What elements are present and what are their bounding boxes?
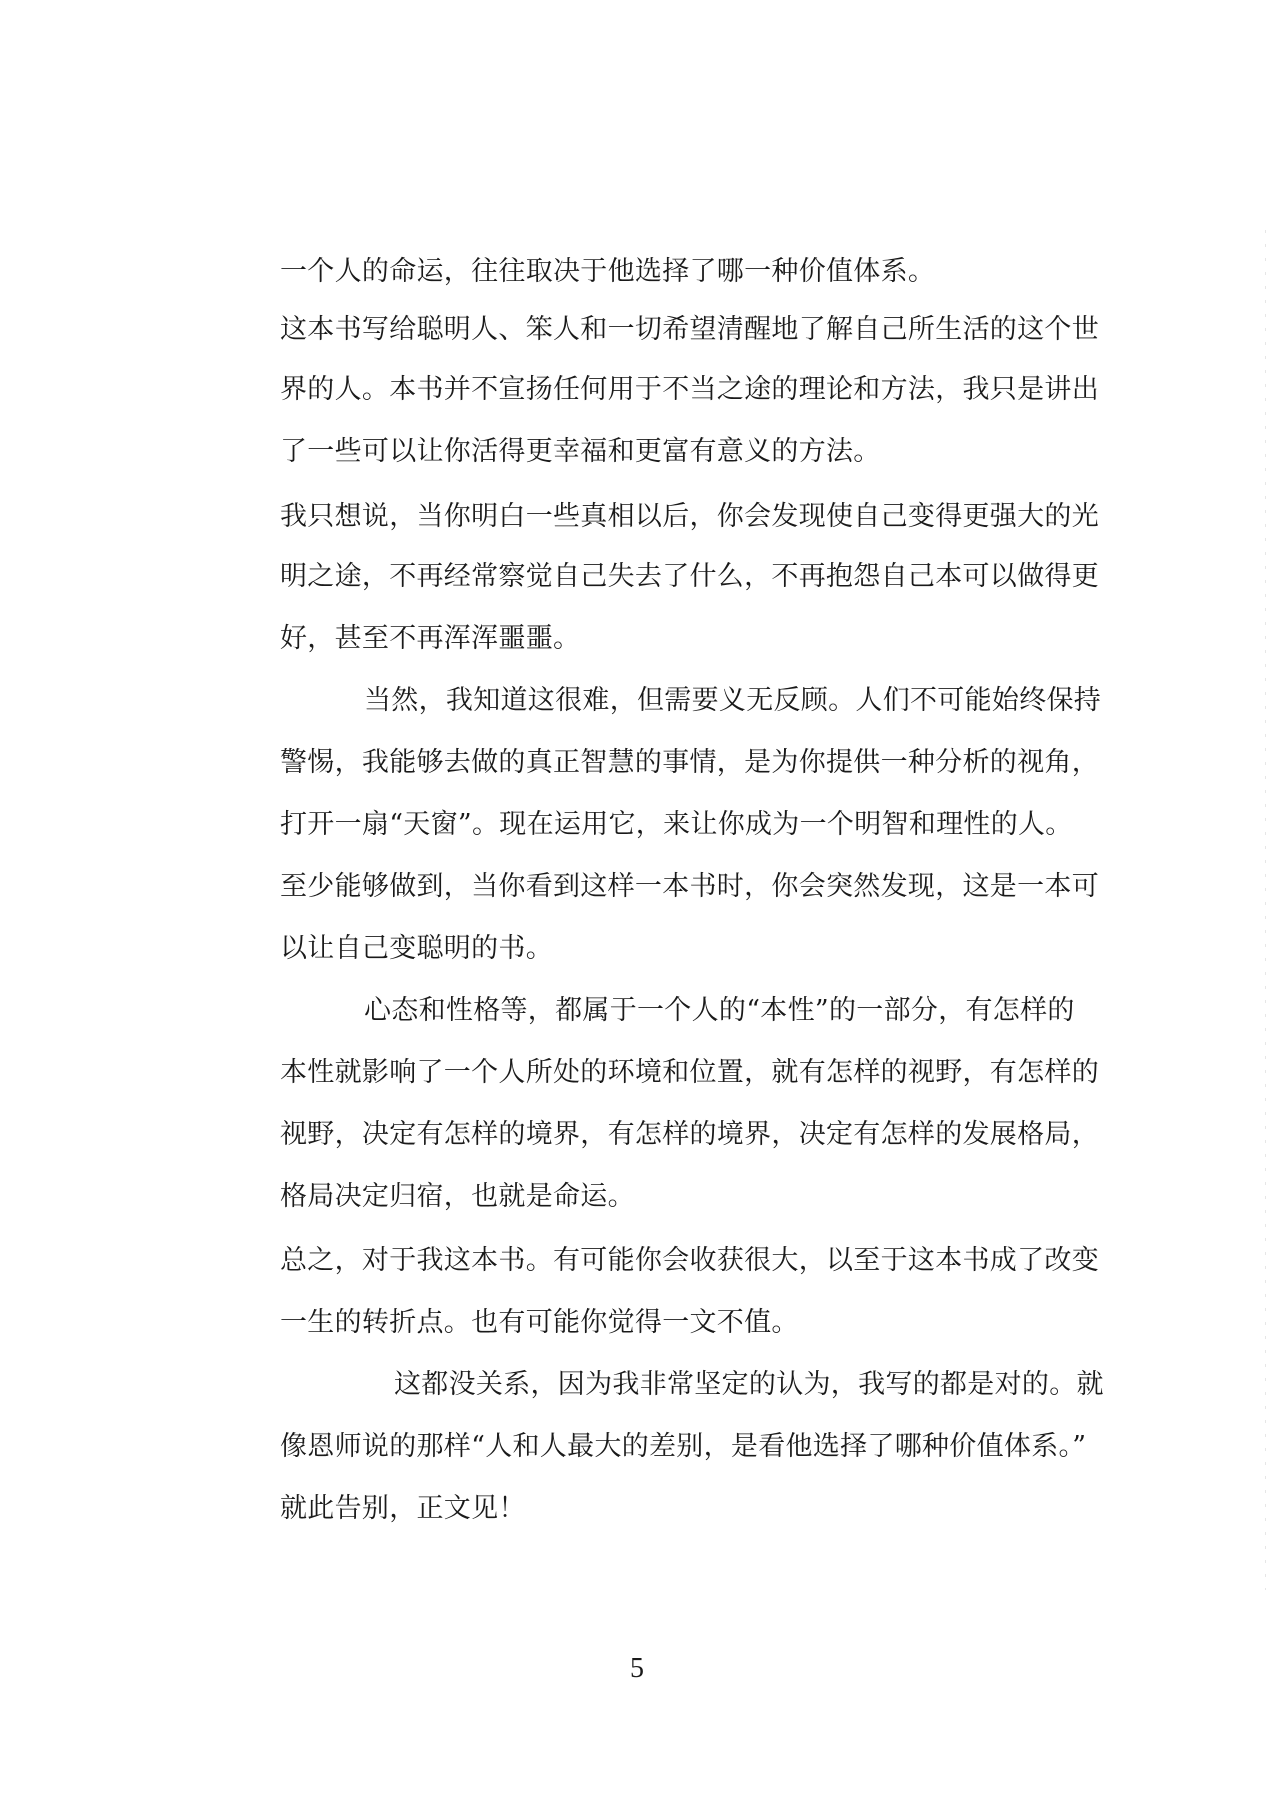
text-line-3: 界的人。本书并不宣扬任何用于不当之途的理论和方法，我只是讲出 — [280, 374, 1099, 405]
text-line-9: 警惕，我能够去做的真正智慧的事情，是为你提供一种分析的视角， — [280, 747, 1099, 778]
scan-edge-mark — [1265, 230, 1266, 1590]
text-line-17: 总之，对于我这本书。有可能你会收获很大，以至于这本书成了改变 — [280, 1245, 1099, 1276]
text-line-18: 一生的转折点。也有可能你觉得一文不值。 — [280, 1307, 799, 1338]
text-line-12: 以让自己变聪明的书。 — [280, 933, 553, 964]
text-line-7: 好，甚至不再浑浑噩噩。 — [280, 623, 581, 654]
text-line-14: 本性就影响了一个人所处的环境和位置，就有怎样的视野，有怎样的 — [280, 1057, 1099, 1088]
text-line-19: 这都没关系，因为我非常坚定的认为，我写的都是对的。就 — [394, 1369, 1104, 1400]
text-line-16: 格局决定归宿，也就是命运。 — [280, 1181, 635, 1212]
page-number: 5 — [630, 1653, 644, 1684]
text-line-4: 了一些可以让你活得更幸福和更富有意义的方法。 — [280, 436, 881, 467]
text-line-20: 像恩师说的那样“人和人最大的差别，是看他选择了哪种价值体系。” — [280, 1431, 1087, 1462]
text-line-11: 至少能够做到，当你看到这样一本书时，你会突然发现，这是一本可 — [280, 871, 1099, 902]
text-line-5: 我只想说，当你明白一些真相以后，你会发现使自己变得更强大的光 — [280, 501, 1099, 532]
text-line-15: 视野，决定有怎样的境界，有怎样的境界，决定有怎样的发展格局， — [280, 1119, 1099, 1150]
text-line-8: 当然，我知道这很难，但需要义无反顾。人们不可能始终保持 — [364, 685, 1102, 716]
text-line-13: 心态和性格等，都属于一个人的“本性”的一部分，有怎样的 — [364, 995, 1075, 1026]
text-line-2: 这本书写给聪明人、笨人和一切希望清醒地了解自己所生活的这个世 — [280, 314, 1099, 345]
text-line-21: 就此告别，正文见！ — [280, 1493, 526, 1524]
text-line-6: 明之途，不再经常察觉自己失去了什么，不再抱怨自己本可以做得更 — [280, 561, 1099, 592]
text-line-1: 一个人的命运，往往取决于他选择了哪一种价值体系。 — [280, 256, 936, 287]
text-line-10: 打开一扇“天窗”。现在运用它，来让你成为一个明智和理性的人。 — [280, 809, 1073, 840]
